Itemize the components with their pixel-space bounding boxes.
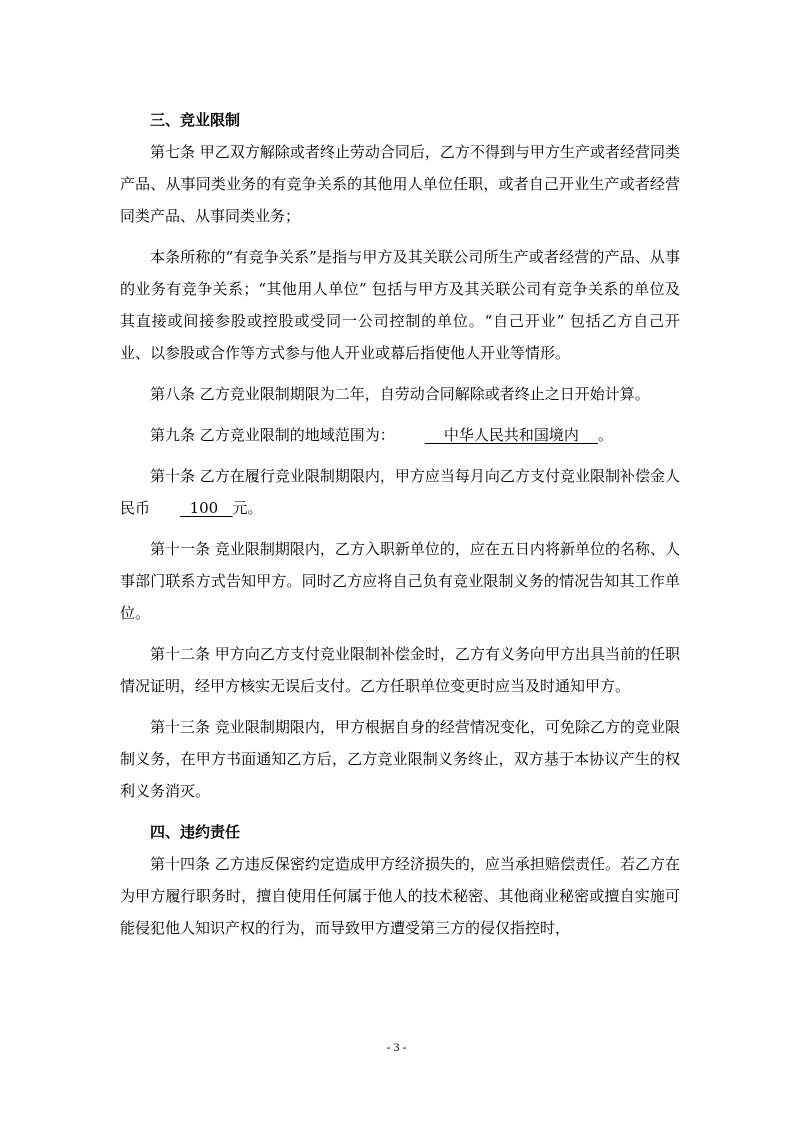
article-9-region-field xyxy=(395,419,598,451)
article-7: 第七条 甲乙双方解除或者终止劳动合同后，乙方不得到与甲方生产或者经营同类产品、从事同类业务的有竞争关系的其他用人单位任职，或者自己开业生产或者经营同类产品、从事同类业务； xyxy=(120,143,680,225)
article-9-region-value: 中华人民共和国境内 xyxy=(443,426,579,444)
article-10-text: 第十条 乙方在履行竞业限制期限内，甲方应当每月向乙方支付竞业限制补偿金人民币 xyxy=(120,467,680,517)
article-7-definitions: 本条所称的“有竞争关系”是指与甲方及其关联公司所生产或者经营的产品、从事的业务有竞争关系；“其他用人单位” 包括与甲方及其关联公司有竞争关系的单位及其直接或间接参股或控股或受同一公司控制的单位。“自己开业” 包括乙方自己开业、以参股或合作等方式参与他人开业或幕后指使他人开业等情形。 xyxy=(120,248,680,362)
article-9-suffix: 。 xyxy=(597,426,613,444)
article-10-suffix: 元。 xyxy=(232,499,263,517)
article-10-amount-value: 100 xyxy=(189,499,219,517)
article-8: 第八条 乙方竞业限制期限为二年，自劳动合同解除或者终止之日开始计算。 xyxy=(150,385,650,403)
article-13: 第十三条 竞业限制期限内，甲方根据自身的经营情况变化，可免除乙方的竞业限制义务，在甲方书面通知乙方后，乙方竞业限制义务终止，双方基于本协议产生的权利义务消灭。 xyxy=(120,718,680,800)
article-12: 第十二条 甲方向乙方支付竞业限制补偿金时，乙方有义务向甲方出具当前的任职情况证明，经甲方核实无误后支付。乙方任职单位变更时应当及时通知甲方。 xyxy=(120,645,680,695)
article-10 xyxy=(120,460,680,524)
article-11: 第十一条 竞业限制期限内，乙方入职新单位的，应在五日内将新单位的名称、人事部门联系方式告知甲方。同时乙方应将自己负有竞业限制义务的情况告知其工作单位。 xyxy=(120,540,680,622)
article-14: 第十四条 乙方违反保密约定造成甲方经济损失的，应当承担赔偿责任。若乙方在为甲方履行职务时，擅自使用任何属于他人的技术秘密、其他商业秘密或擅自实施可能侵犯他人知识产权的行为，而导致甲方遭受第三方的侵仅指控时， xyxy=(120,855,680,937)
section-heading-noncompete: 三、竞业限制 xyxy=(150,111,241,129)
article-9 xyxy=(120,419,680,451)
article-9-text: 第九条 乙方竞业限制的地域范围为： xyxy=(150,426,395,444)
page-number: - 3 - xyxy=(386,1040,407,1054)
document-body xyxy=(120,104,680,953)
section-heading-liability: 四、违约责任 xyxy=(150,823,241,841)
article-10-amount-field xyxy=(150,492,233,524)
